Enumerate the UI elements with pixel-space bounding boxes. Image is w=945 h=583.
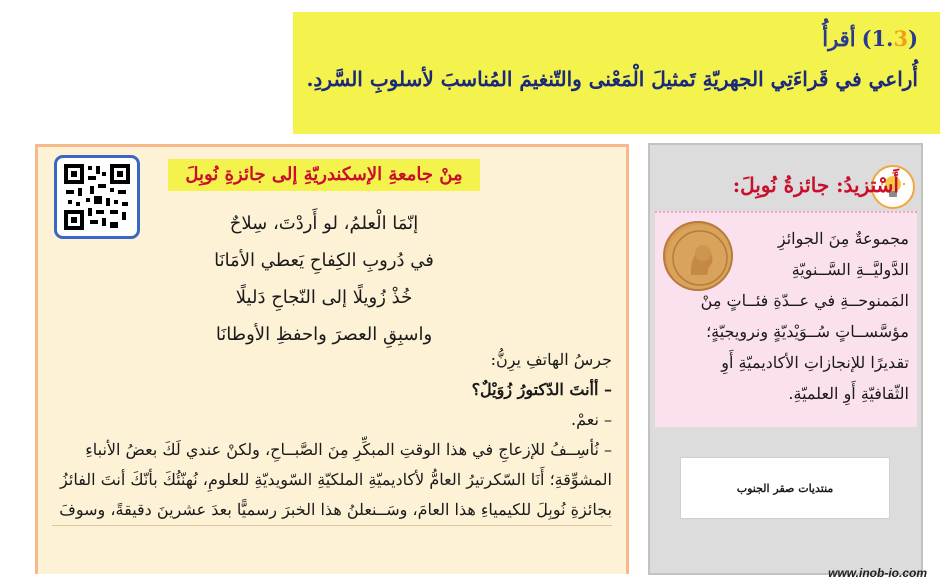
info-line: مؤسَّســاتٍ سُــوَيْديّةٍ ونرويجيّةٍ؛ [706,322,909,341]
poem [158,205,490,353]
qr-code[interactable] [54,155,140,239]
lesson-header [293,12,940,134]
info-line: المَمنوحــةِ في عــدّةِ فئــاتٍ مِنْ [700,291,909,310]
poem-title: مِنْ جامعةِ الإسكندريّةِ إلى جائزةِ نُوبِلَ [168,159,480,191]
lesson-title [293,26,918,51]
info-line: تقديرًا للإنجازاتِ الأكاديميّةِ أَوِ [721,353,909,372]
poem-line: واسبِقِ العصرَ واحفظِ الأوطانَا [215,324,433,345]
story-paragraph: – نُأسِــفُ للإزعاجِ في هذا الوقتِ المبكِّرِ مِنَ الصَّبــاحِ، ولكنْ عندي لَكَ بعضُ الأنباءِ [85,440,612,459]
story-paragraph: المشوِّقةِ؛ أَنَا السّكرتيرُ العامُّ لأكاديميّةِ الملكيّةِ السّويديّةِ للعلومِ، نُهنّئُكَ بأنّكَ أنتَ الفائزُ [60,470,612,489]
info-line: الثّقافيّةِ أَوِ العلميّةِ. [788,384,909,403]
story-paragraph: جرسُ الهاتفِ يرِنُّ: [490,350,612,369]
story-dialogue: – نعمْ. [571,410,612,429]
poem-line: خُذْ زُويلًا إلى النّجاحِ دَليلًا [235,287,413,308]
lesson-title-text: أقرأُ [822,26,856,51]
info-line: مجموعةٌ مِنَ الجوائزِ [777,229,909,248]
info-sidebar [648,143,923,575]
info-text [665,223,909,409]
footer-url[interactable]: www.inob-io.com [828,566,927,580]
reading-panel [35,144,629,574]
story-dialogue: – أأنتَ الدّكتورُ زُوَيْلٌ؟ [471,380,612,399]
story-text [52,345,612,526]
lesson-number: (1.3) [861,26,918,51]
lesson-instruction: أُراعي في قَراءَتِي الجهريّةِ تَمثيلَ الْمَعْنى والتّنغيمَ المُناسبَ لأسلوبِ السَّردِ. [306,67,918,91]
story-paragraph: بجائزةِ نُوبِلَ للكيمياءِ هذا العامَ، وسَــنعلنُ هذا الخبرَ رسميًّا بعدَ عشرينَ دقيقةً، وسوفَ [52,495,612,526]
watermark-text: منتديات صقر الجنوب [736,481,834,495]
info-note [655,211,917,427]
poem-line: إنّمَا الْعلمُ، لو أَردْتَ، سِلاحٌ [229,213,419,234]
watermark-card [680,457,890,519]
sidebar-title: أَسْتزيدُ: جائزةُ نُوبِلَ: [732,173,899,197]
info-line: الدَّوليَّــةِ السَّــنويّةِ [791,260,909,279]
qr-code-icon [62,162,132,232]
poem-line: في دُروبِ الكِفاحِ يَعطي الأمَانَا [214,250,434,271]
